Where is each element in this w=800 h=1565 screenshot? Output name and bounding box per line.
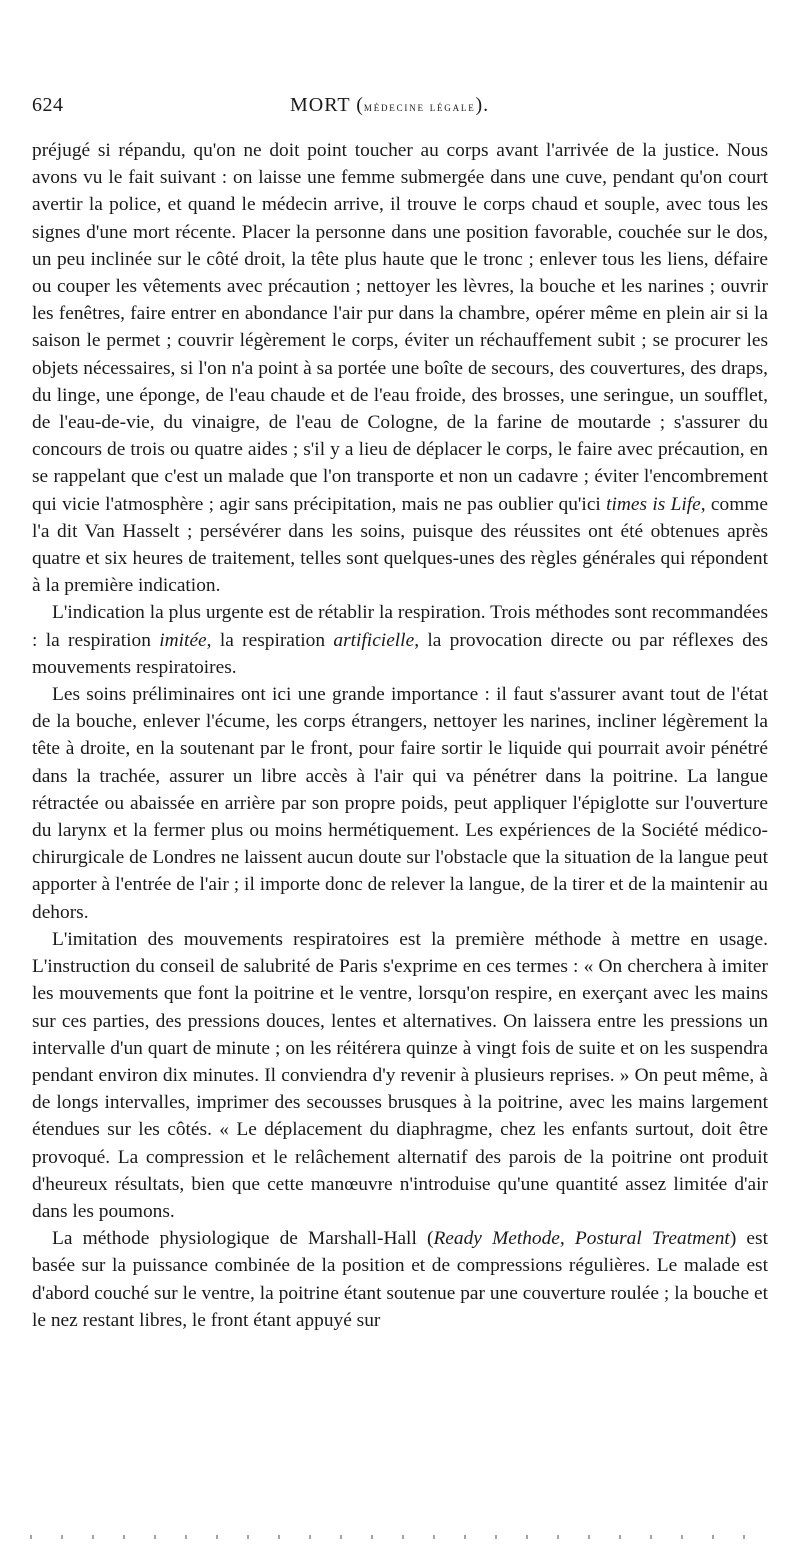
paragraph-continued: préjugé si répandu, qu'on ne doit point toucher au corps avant l'arrivée de la justice. Nous avons vu le fait suivant : on laisse une femme submergée dans une cuve, pendant qu'on court avertir la police, et quand le médecin arrive, il trouve le corps chaud et souple, avec tous les signes d'une mort récente. Placer la personne dans une position favorable, couchée sur le dos, un peu inclinée sur le côté droit, la tête plus haute que le tronc ; enlever tous les liens, défaire ou couper les vêtements avec précaution ; nettoyer les lèvres, la bouche et les narines ; ouvrir les fenêtres, faire entrer en abondance l'air pur dans la chambre, opérer même en plein air si la saison le permet ; couvrir légèrement le corps, éviter un réchauffement subit ; se procurer les objets nécessaires, si l'on n'a point à sa portée une boîte de secours, des couvertures, des draps, du linge, une éponge, de l'eau chaude et de l'eau froide, des brosses, une seringue, un soufflet, de l'eau-de-vie, du vinaigre, de l'eau de Cologne, de la farine de moutarde ; s'assurer du concours de trois ou quatre aides ; s'il y a lieu de déplacer le corps, le faire avec précaution, en se rappelant que c'est un malade que l'on transporte et non un cadavre ; éviter l'encombrement qui vicie l'atmosphère ; agir sans précipitation, mais ne pas oublier qu'ici times is Life, comme l'a dit Van Hasselt ; persévérer dans les soins, puisque des réussites ont été obtenues après quatre et six heures de traitement, telles sont quelques-unes des règles générales qui répondent à la première indication. [32, 140, 768, 597]
italic-term: artificielle [333, 629, 415, 651]
italic-phrase: times is Life [606, 493, 701, 515]
italic-title: Ready Methode, Postural Treatment [433, 1228, 730, 1250]
page-number: 624 [32, 94, 64, 116]
paragraph-indication: L'indication la plus urgente est de rétablir la respiration. Trois méthodes sont recommandées : la respiration imitée, la respiration artificielle, la provocation directe ou par réflexes des mouvements respiratoires. [32, 602, 769, 678]
paragraph-marshall-hall: La méthode physiologique de Marshall-Hall (Ready Methode, Postural Treatment) est basée sur la puissance combinée de la position et de compressions régulières. Le malade est d'abord couché sur le ventre, la poitrine étant soutenue par une couverture roulée ; la bouche et le nez restant libres, le front étant appuyé sur [32, 1228, 768, 1331]
paragraph-imitation: L'imitation des mouvements respiratoires est la première méthode à mettre en usage. L'instruction du conseil de salubrité de Paris s'exprime en ces termes : « On cherchera à imiter les mouvements que font la poitrine et le ventre, lorsqu'on respire, en exerçant avec les mains sur ces parties, des pressions douces, lentes et alternatives. On laissera entre les pressions un intervalle d'un quart de minute ; on les réitérera quinze à vingt fois de suite et on les suspendra pendant environ dix minutes. Il conviendra d'y revenir à plusieurs reprises. » On peut même, à de longs intervalles, imprimer des secousses brusques à la poitrine, avec les mains largement étendues sur les côtés. « Le déplacement du diaphragme, chez les enfants surtout, doit être provoqué. La compression et le relâchement alternatif des parois de la poitrine ont produit d'heureux résultats, bien que cette manœuvre n'introduise qu'une quantité assez limitée d'air dans les poumons. [32, 928, 768, 1222]
running-title-main: MORT ( [290, 94, 364, 116]
italic-term: imitée [159, 629, 207, 651]
paragraph-soins-preliminaires: Les soins préliminaires ont ici une grande importance : il faut s'assurer avant tout de l'état de la bouche, enlever l'écume, les corps étrangers, nettoyer les narines, incliner légèrement la tête à droite, en la soutenant par le front, pour faire sortir le liquide qui pourrait avoir pénétré dans la trachée, assurer un libre accès à l'air qui va pénétrer dans la poitrine. La langue rétractée ou abaissée en arrière par son propre poids, peut appliquer l'épiglotte sur l'ouverture du larynx et la fermer plus ou moins hermétiquement. Les expériences de la Société médico-chirurgicale de Londres ne laissent aucun doute sur l'obstacle que la situation de la langue peut apporter à l'entrée de l'air ; il importe donc de relever la langue, de la tirer et de la maintenir au dehors. [32, 684, 768, 923]
scan-specks [30, 1535, 770, 1539]
running-header [32, 94, 768, 124]
body-text [32, 137, 768, 1334]
running-title-subtitle: médecine légale [363, 100, 476, 114]
running-title [290, 94, 489, 117]
running-title-end: ). [475, 94, 490, 116]
